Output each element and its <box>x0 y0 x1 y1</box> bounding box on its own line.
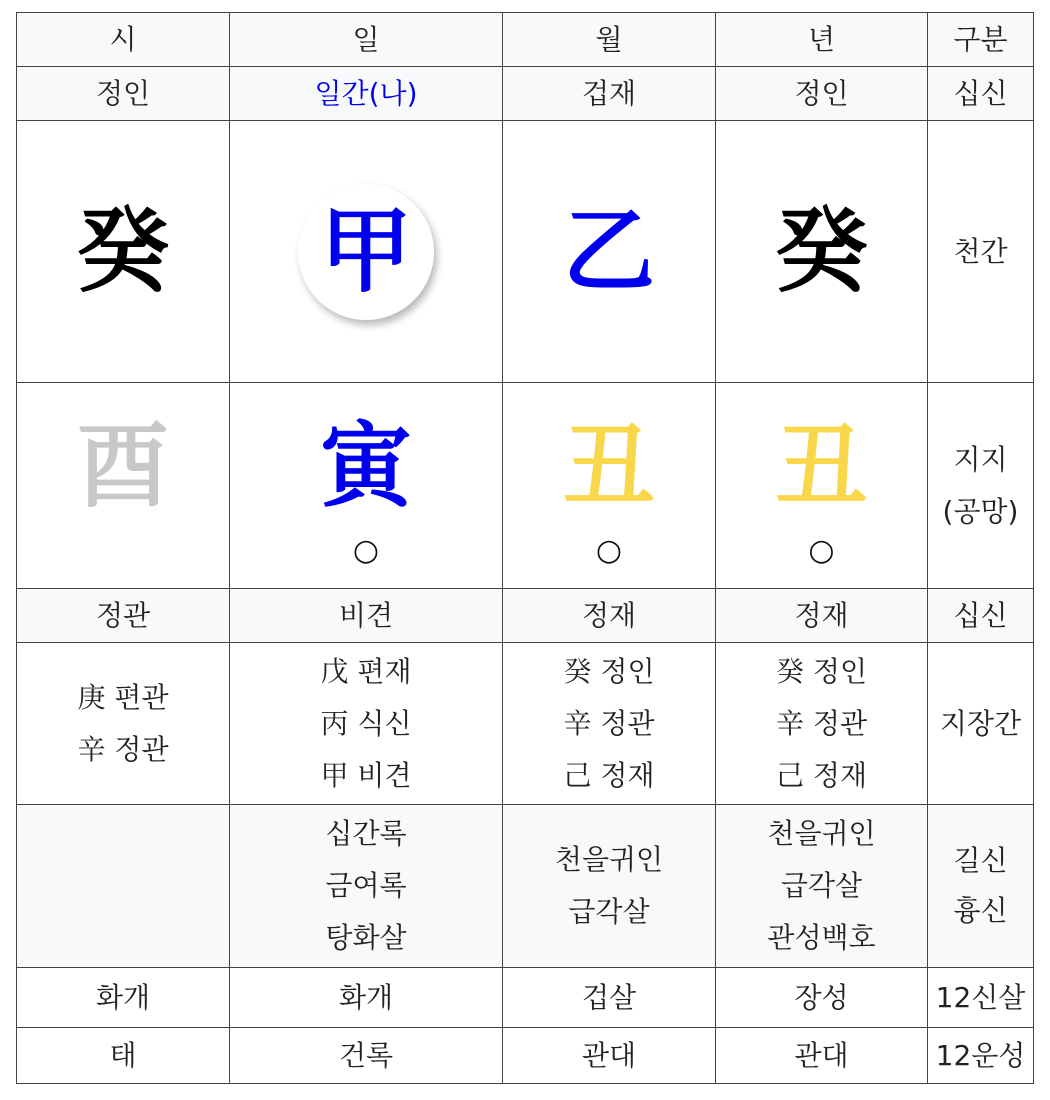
gilsin-label-line1: 길신 <box>953 844 1008 877</box>
stems-row <box>17 121 1034 383</box>
gilsin-day-item: 금여록 <box>325 869 407 902</box>
sinsal12-month: 겁살 <box>503 968 716 1028</box>
stem-day: 甲 <box>319 197 412 305</box>
jijanggan-day-item: 甲 비견 <box>320 758 412 792</box>
branch-month-cell <box>503 383 716 589</box>
stem-month: 乙 <box>503 121 716 383</box>
branch-year: 丑 <box>775 413 868 520</box>
jijanggan-month <box>503 643 716 805</box>
gilsin-year <box>716 805 928 968</box>
gilsin-month-item: 급각살 <box>568 895 650 928</box>
jijanggan-year-item: 辛 정관 <box>776 706 867 740</box>
branch-sipsin-year: 정재 <box>716 589 928 643</box>
stem-day-cell <box>230 121 503 383</box>
branch-year-cell <box>716 383 928 589</box>
stem-sipsin-day: 일간(나) <box>230 67 503 121</box>
gilsin-year-item: 천을귀인 <box>767 817 876 850</box>
jijanggan-hour-item: 辛 정관 <box>77 732 169 766</box>
day-master-circle <box>298 184 434 320</box>
header-day: 일 <box>230 13 503 67</box>
jijanggan-hour <box>17 643 230 805</box>
branch-hour: 酉 <box>76 413 169 520</box>
header-year: 년 <box>716 13 928 67</box>
unseong12-row <box>17 1028 1034 1084</box>
gilsin-month <box>503 805 716 968</box>
sinsal12-row <box>17 968 1034 1028</box>
branches-label <box>928 383 1034 589</box>
gongmang-mark-year: ○ <box>808 533 835 568</box>
stems-label: 천간 <box>928 121 1034 383</box>
jijanggan-day-item: 戊 편재 <box>320 654 412 688</box>
gilsin-label-line2: 흉신 <box>953 894 1008 927</box>
jijanggan-day <box>230 643 503 805</box>
unseong12-year: 관대 <box>716 1028 928 1084</box>
branch-sipsin-hour: 정관 <box>17 589 230 643</box>
unseong12-label: 12운성 <box>928 1028 1034 1084</box>
branches-label-line2: (공망) <box>942 494 1019 528</box>
stem-hour: 癸 <box>17 121 230 383</box>
unseong12-hour: 태 <box>17 1028 230 1084</box>
gilsin-label <box>928 805 1034 968</box>
branch-sipsin-day: 비견 <box>230 589 503 643</box>
jijanggan-month-item: 己 정재 <box>563 758 655 792</box>
stem-sipsin-hour: 정인 <box>17 67 230 121</box>
gongmang-mark-day: ○ <box>352 533 380 568</box>
gongmang-mark-month: ○ <box>595 533 623 568</box>
jijanggan-month-item: 癸 정인 <box>563 654 655 688</box>
gilsin-hour <box>17 805 230 968</box>
branches-row <box>17 383 1034 589</box>
stem-sipsin-month: 겁재 <box>503 67 716 121</box>
sinsal12-label: 12신살 <box>928 968 1034 1028</box>
jijanggan-label: 지장간 <box>928 643 1034 805</box>
stem-sipsin-label: 십신 <box>928 67 1034 121</box>
branches-label-line1: 지지 <box>953 442 1008 476</box>
gilsin-row <box>17 805 1034 968</box>
gilsin-day <box>230 805 503 968</box>
header-label: 구분 <box>928 13 1034 67</box>
branch-sipsin-label: 십신 <box>928 589 1034 643</box>
branch-month: 丑 <box>562 413 655 520</box>
jijanggan-year-item: 癸 정인 <box>776 654 867 688</box>
jijanggan-row <box>17 643 1034 805</box>
branch-day: 寅 <box>319 413 412 520</box>
jijanggan-day-item: 丙 식신 <box>320 706 412 740</box>
stem-sipsin-row <box>17 67 1034 121</box>
jijanggan-year <box>716 643 928 805</box>
branch-day-cell <box>230 383 503 589</box>
gilsin-year-item: 관성백호 <box>767 921 876 954</box>
branch-sipsin-row <box>17 589 1034 643</box>
branch-sipsin-month: 정재 <box>503 589 716 643</box>
stem-sipsin-year: 정인 <box>716 67 928 121</box>
header-hour: 시 <box>17 13 230 67</box>
gilsin-month-item: 천을귀인 <box>554 843 664 876</box>
branch-hour-cell <box>17 383 230 589</box>
saju-table <box>16 12 1034 1084</box>
sinsal12-year: 장성 <box>716 968 928 1028</box>
jijanggan-month-item: 辛 정관 <box>563 706 655 740</box>
gilsin-day-item: 십간록 <box>325 817 407 850</box>
sinsal12-hour: 화개 <box>17 968 230 1028</box>
jijanggan-year-item: 己 정재 <box>776 758 867 792</box>
unseong12-month: 관대 <box>503 1028 716 1084</box>
header-month: 월 <box>503 13 716 67</box>
gilsin-year-item: 급각살 <box>780 869 863 902</box>
unseong12-day: 건록 <box>230 1028 503 1084</box>
jijanggan-hour-item: 庚 편관 <box>77 680 169 714</box>
gilsin-day-item: 탕화살 <box>325 921 407 954</box>
stem-year: 癸 <box>716 121 928 383</box>
header-row <box>17 13 1034 67</box>
sinsal12-day: 화개 <box>230 968 503 1028</box>
